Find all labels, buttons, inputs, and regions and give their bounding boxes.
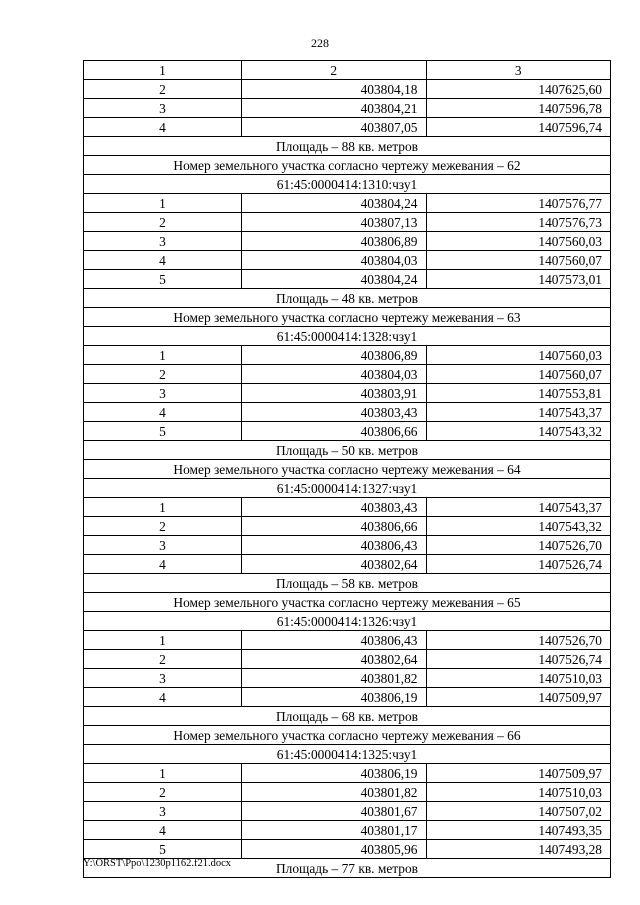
y-coordinate-cell: 1407510,03 bbox=[426, 669, 611, 688]
table-row bbox=[84, 821, 611, 840]
y-coordinate-cell: 1407560,03 bbox=[426, 232, 611, 251]
point-number-cell: 1 bbox=[84, 346, 242, 365]
table-row bbox=[84, 688, 611, 707]
page-number: 228 bbox=[311, 36, 329, 50]
x-coordinate-cell: 403807,13 bbox=[242, 213, 427, 232]
area-row bbox=[84, 289, 611, 308]
table-row bbox=[84, 517, 611, 536]
point-number-cell: 3 bbox=[84, 802, 242, 821]
point-number-cell: 2 bbox=[84, 650, 242, 669]
table-row bbox=[84, 99, 611, 118]
y-coordinate-cell: 1407596,74 bbox=[426, 118, 611, 137]
table-row bbox=[84, 498, 611, 517]
y-coordinate-cell: 1407509,97 bbox=[426, 764, 611, 783]
point-number-cell: 4 bbox=[84, 403, 242, 422]
area-row bbox=[84, 707, 611, 726]
area-row bbox=[84, 137, 611, 156]
point-number-cell: 2 bbox=[84, 365, 242, 384]
y-coordinate-cell: 1407560,07 bbox=[426, 251, 611, 270]
plot-title-row-cell: Номер земельного участка согласно чертежу межевания – 64 bbox=[84, 460, 611, 479]
x-coordinate-cell: 403806,66 bbox=[242, 517, 427, 536]
plot-title-row-cell: Номер земельного участка согласно чертежу межевания – 63 bbox=[84, 308, 611, 327]
point-number-cell: 3 bbox=[84, 669, 242, 688]
cadastral-number-row bbox=[84, 745, 611, 764]
x-coordinate-cell: 403806,66 bbox=[242, 422, 427, 441]
y-coordinate-cell: 1407526,74 bbox=[426, 650, 611, 669]
table-row bbox=[84, 669, 611, 688]
table-row bbox=[84, 251, 611, 270]
y-coordinate-cell: 1407543,32 bbox=[426, 422, 611, 441]
y-coordinate-cell: 1407573,01 bbox=[426, 270, 611, 289]
point-number-cell: 3 bbox=[84, 536, 242, 555]
plot-title-row-cell: Номер земельного участка согласно чертежу межевания – 66 bbox=[84, 726, 611, 745]
point-number-cell: 2 bbox=[84, 213, 242, 232]
table-row bbox=[84, 403, 611, 422]
plot-title-row-cell: Номер земельного участка согласно чертежу межевания – 65 bbox=[84, 593, 611, 612]
x-coordinate-cell: 403802,64 bbox=[242, 650, 427, 669]
point-number-cell: 3 bbox=[84, 99, 242, 118]
point-number-cell: 1 bbox=[84, 498, 242, 517]
x-coordinate-cell: 403802,64 bbox=[242, 555, 427, 574]
cadastral-number-row bbox=[84, 327, 611, 346]
x-coordinate-cell: 403801,82 bbox=[242, 669, 427, 688]
table-row bbox=[84, 80, 611, 99]
table-row bbox=[84, 365, 611, 384]
cadastral-number-row bbox=[84, 479, 611, 498]
table-row bbox=[84, 840, 611, 859]
y-coordinate-cell: 1407507,02 bbox=[426, 802, 611, 821]
point-number-cell: 4 bbox=[84, 118, 242, 137]
plot-title-row bbox=[84, 308, 611, 327]
table-row bbox=[84, 232, 611, 251]
point-number-cell: 5 bbox=[84, 840, 242, 859]
x-coordinate-cell: 403806,19 bbox=[242, 764, 427, 783]
cadastral-number-row-cell: 61:45:0000414:1328:чзу1 bbox=[84, 327, 611, 346]
column-header-1: 1 bbox=[84, 61, 242, 80]
point-number-cell: 4 bbox=[84, 251, 242, 270]
y-coordinate-cell: 1407510,03 bbox=[426, 783, 611, 802]
x-coordinate-cell: 403806,43 bbox=[242, 536, 427, 555]
area-row-cell: Площадь – 58 кв. метров bbox=[84, 574, 611, 593]
x-coordinate-cell: 403805,96 bbox=[242, 840, 427, 859]
table-row bbox=[84, 555, 611, 574]
x-coordinate-cell: 403804,03 bbox=[242, 251, 427, 270]
column-header-2: 2 bbox=[242, 61, 427, 80]
x-coordinate-cell: 403804,24 bbox=[242, 194, 427, 213]
area-row-cell: Площадь – 68 кв. метров bbox=[84, 707, 611, 726]
x-coordinate-cell: 403803,43 bbox=[242, 403, 427, 422]
y-coordinate-cell: 1407526,74 bbox=[426, 555, 611, 574]
y-coordinate-cell: 1407553,81 bbox=[426, 384, 611, 403]
y-coordinate-cell: 1407509,97 bbox=[426, 688, 611, 707]
plot-title-row bbox=[84, 593, 611, 612]
cadastral-number-row-cell: 61:45:0000414:1310:чзу1 bbox=[84, 175, 611, 194]
x-coordinate-cell: 403804,24 bbox=[242, 270, 427, 289]
table-row bbox=[84, 346, 611, 365]
y-coordinate-cell: 1407576,77 bbox=[426, 194, 611, 213]
table-row bbox=[84, 631, 611, 650]
y-coordinate-cell: 1407560,07 bbox=[426, 365, 611, 384]
table-row bbox=[84, 650, 611, 669]
x-coordinate-cell: 403806,89 bbox=[242, 232, 427, 251]
x-coordinate-cell: 403801,17 bbox=[242, 821, 427, 840]
x-coordinate-cell: 403806,89 bbox=[242, 346, 427, 365]
table-row bbox=[84, 194, 611, 213]
table-row bbox=[84, 384, 611, 403]
x-coordinate-cell: 403801,82 bbox=[242, 783, 427, 802]
point-number-cell: 1 bbox=[84, 194, 242, 213]
table-row bbox=[84, 213, 611, 232]
x-coordinate-cell: 403806,43 bbox=[242, 631, 427, 650]
point-number-cell: 4 bbox=[84, 821, 242, 840]
plot-title-row bbox=[84, 726, 611, 745]
cadastral-number-row-cell: 61:45:0000414:1325:чзу1 bbox=[84, 745, 611, 764]
footer-file-path: Y:\ORST\Ppo\1230p1162.f21.docx bbox=[83, 858, 231, 869]
point-number-cell: 2 bbox=[84, 517, 242, 536]
coordinates-table bbox=[83, 60, 611, 878]
table-row bbox=[84, 764, 611, 783]
table-header-row bbox=[84, 61, 611, 80]
point-number-cell: 3 bbox=[84, 232, 242, 251]
plot-title-row bbox=[84, 156, 611, 175]
x-coordinate-cell: 403803,43 bbox=[242, 498, 427, 517]
area-row-cell: Площадь – 50 кв. метров bbox=[84, 441, 611, 460]
x-coordinate-cell: 403803,91 bbox=[242, 384, 427, 403]
table-row bbox=[84, 802, 611, 821]
point-number-cell: 1 bbox=[84, 631, 242, 650]
point-number-cell: 1 bbox=[84, 764, 242, 783]
table-row bbox=[84, 270, 611, 289]
y-coordinate-cell: 1407543,37 bbox=[426, 498, 611, 517]
y-coordinate-cell: 1407493,28 bbox=[426, 840, 611, 859]
area-row bbox=[84, 441, 611, 460]
x-coordinate-cell: 403807,05 bbox=[242, 118, 427, 137]
cadastral-number-row-cell: 61:45:0000414:1327:чзу1 bbox=[84, 479, 611, 498]
table-row bbox=[84, 536, 611, 555]
x-coordinate-cell: 403804,21 bbox=[242, 99, 427, 118]
area-row-cell: Площадь – 48 кв. метров bbox=[84, 289, 611, 308]
x-coordinate-cell: 403801,67 bbox=[242, 802, 427, 821]
y-coordinate-cell: 1407576,73 bbox=[426, 213, 611, 232]
point-number-cell: 2 bbox=[84, 783, 242, 802]
plot-title-row-cell: Номер земельного участка согласно чертежу межевания – 62 bbox=[84, 156, 611, 175]
plot-title-row bbox=[84, 460, 611, 479]
point-number-cell: 5 bbox=[84, 422, 242, 441]
cadastral-number-row-cell: 61:45:0000414:1326:чзу1 bbox=[84, 612, 611, 631]
x-coordinate-cell: 403806,19 bbox=[242, 688, 427, 707]
y-coordinate-cell: 1407625,60 bbox=[426, 80, 611, 99]
y-coordinate-cell: 1407596,78 bbox=[426, 99, 611, 118]
y-coordinate-cell: 1407526,70 bbox=[426, 631, 611, 650]
table-row bbox=[84, 118, 611, 137]
area-row-cell: Площадь – 77 кв. метров bbox=[84, 859, 611, 878]
y-coordinate-cell: 1407543,37 bbox=[426, 403, 611, 422]
x-coordinate-cell: 403804,03 bbox=[242, 365, 427, 384]
table-row bbox=[84, 783, 611, 802]
cadastral-number-row bbox=[84, 612, 611, 631]
area-row bbox=[84, 574, 611, 593]
table-row bbox=[84, 422, 611, 441]
y-coordinate-cell: 1407526,70 bbox=[426, 536, 611, 555]
y-coordinate-cell: 1407560,03 bbox=[426, 346, 611, 365]
area-row-cell: Площадь – 88 кв. метров bbox=[84, 137, 611, 156]
point-number-cell: 2 bbox=[84, 80, 242, 99]
point-number-cell: 4 bbox=[84, 555, 242, 574]
coordinates-table-body bbox=[84, 61, 611, 878]
y-coordinate-cell: 1407543,32 bbox=[426, 517, 611, 536]
cadastral-number-row bbox=[84, 175, 611, 194]
point-number-cell: 4 bbox=[84, 688, 242, 707]
x-coordinate-cell: 403804,18 bbox=[242, 80, 427, 99]
point-number-cell: 3 bbox=[84, 384, 242, 403]
y-coordinate-cell: 1407493,35 bbox=[426, 821, 611, 840]
column-header-3: 3 bbox=[426, 61, 611, 80]
point-number-cell: 5 bbox=[84, 270, 242, 289]
